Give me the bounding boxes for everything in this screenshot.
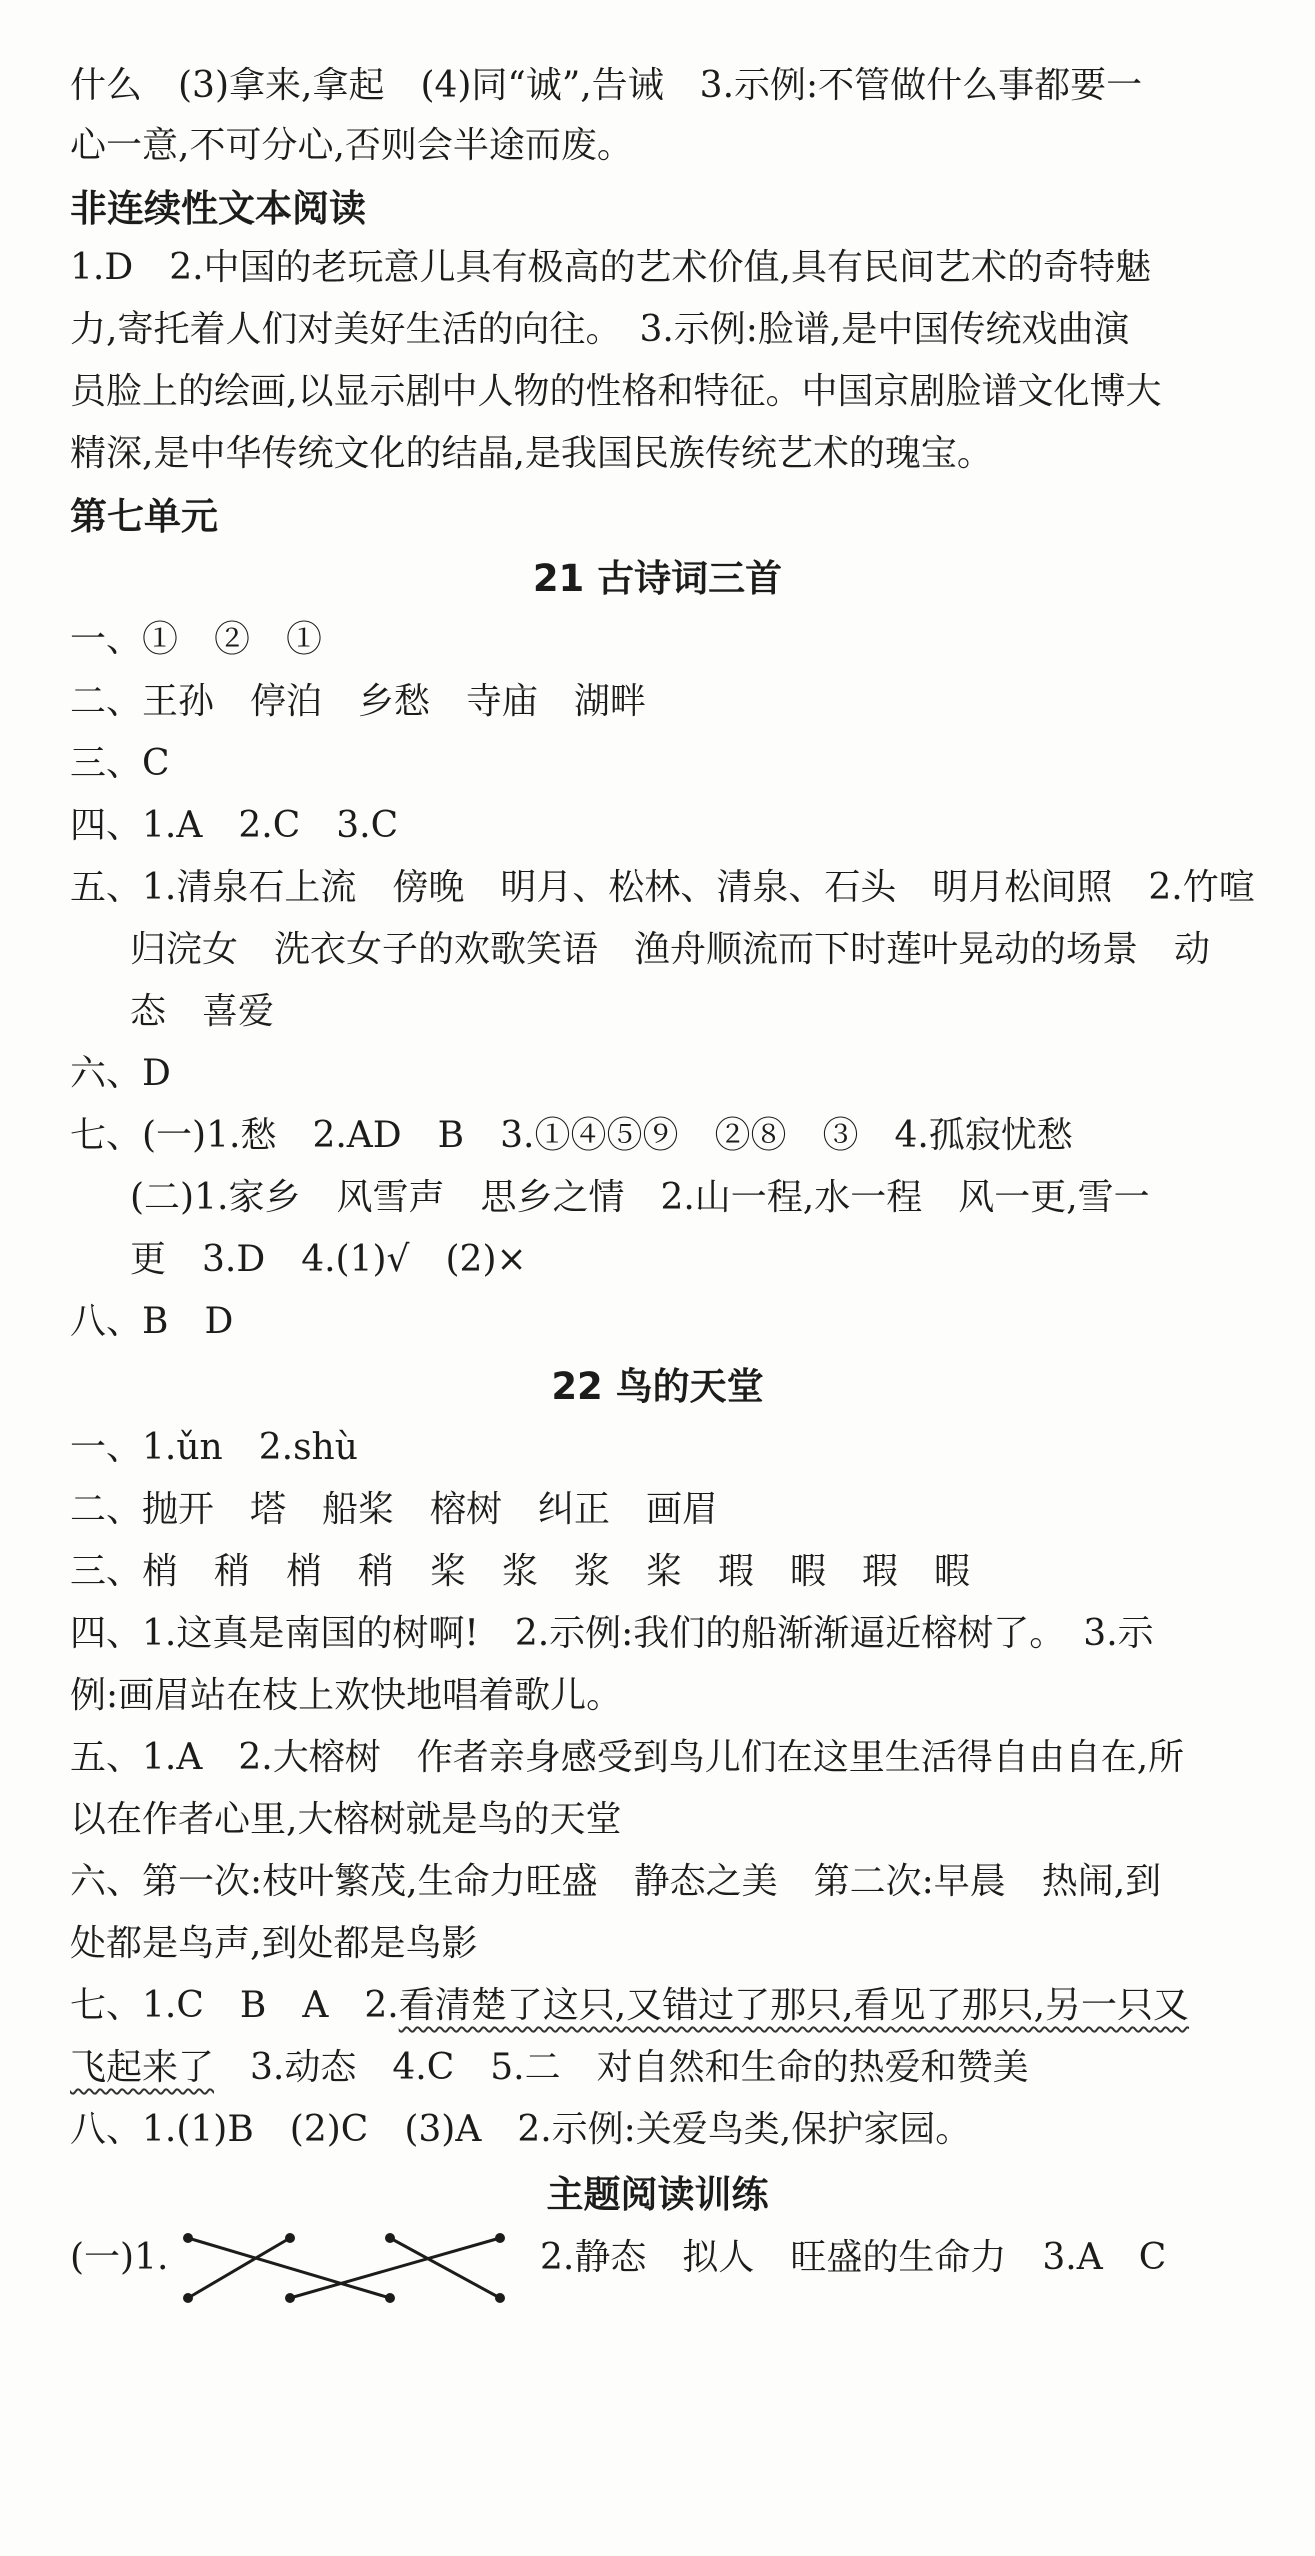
text-line: 四、1.A 2.C 3.C [70,805,399,846]
text-line: 二、抛开 塔 船桨 榕树 纠正 画眉 [70,1489,719,1530]
text-line: 归浣女 洗衣女子的欢歌笑语 渔舟顺流而下时莲叶晃动的场景 动 [130,929,1211,970]
text-line: 一、1.ǔn 2.shù [70,1427,358,1468]
text-line: 1.D 2.中国的老玩意儿具有极高的艺术价值,具有民间艺术的奇特魅 [70,247,1152,288]
text-line: 七、(一)1.愁 2.AD B 3.①④⑤⑨ ②⑧ ③ 4.孤寂忧愁 [70,1115,1073,1156]
text-line: 例:画眉站在枝上欢快地唱着歌儿。 [70,1675,623,1716]
unit-heading: 第七单元 [70,495,218,538]
text-line: 六、D [70,1053,171,1094]
text-line [70,1985,1190,2026]
text-line: 什么 (3)拿来,拿起 (4)同“诚”,告诫 3.示例:不管做什么事都要一 [70,65,1143,106]
match-dot [495,2293,505,2303]
match-dot [385,2233,395,2243]
text-line: 处都是鸟声,到处都是鸟影 [70,1923,478,1964]
text-line: 六、第一次:枝叶繁茂,生命力旺盛 静态之美 第二次:早晨 热闹,到 [70,1861,1162,1902]
match-dot [183,2293,193,2303]
text-line: 2.静态 拟人 旺盛的生命力 3.A C [540,2237,1167,2278]
match-dot [385,2293,395,2303]
text-line: 三、C [70,743,170,784]
text-line [70,2047,1029,2088]
match-line [188,2238,290,2298]
match-line [290,2238,500,2298]
text-line: 五、1.清泉石上流 傍晚 明月、松林、清泉、石头 明月松间照 2.竹喧 [70,867,1255,908]
match-line [390,2238,500,2298]
match-line [188,2238,390,2298]
text-line: 五、1.A 2.大榕树 作者亲身感受到鸟儿们在这里生活得自由自在,所 [70,1737,1185,1778]
match-dot [285,2233,295,2243]
answer-rest: 3.动态 4.C 5.二 对自然和生命的热爱和赞美 [214,2047,1029,2088]
wavy-underlined-answer: 看清楚了这只,又错过了那只,看见了那只,另一只又 [398,1985,1190,2026]
section-title: 主题阅读训练 [546,2173,769,2216]
text-line: 员脸上的绘画,以显示剧中人物的性格和特征。中国京剧脸谱文化博大 [70,371,1162,412]
text-line: 三、梢 稍 梢 稍 桨 浆 浆 桨 瑕 暇 瑕 暇 [70,1551,971,1592]
text-line: 更 3.D 4.(1)√ (2)× [130,1239,527,1280]
text-line: 二、王孙 停泊 乡愁 寺庙 湖畔 [70,681,647,722]
answer-prefix: 七、1.C B A 2. [70,1985,399,2026]
text-line: 八、B D [70,1301,234,1342]
text-line: 精深,是中华传统文化的结晶,是我国民族传统艺术的瑰宝。 [70,433,993,474]
text-line: (二)1.家乡 风雪声 思乡之情 2.山一程,水一程 风一更,雪一 [130,1177,1150,1218]
matching-lines-diagram [180,2228,520,2308]
match-dot [183,2233,193,2243]
answer-label: (一)1. [70,2237,169,2278]
match-dot [495,2233,505,2243]
text-line: 四、1.这真是南国的树啊! 2.示例:我们的船渐渐逼近榕树了。 3.示 [70,1613,1154,1654]
lesson-title: 21 古诗词三首 [532,557,783,600]
text-line: 力,寄托着人们对美好生活的向往。 3.示例:脸谱,是中国传统戏曲演 [70,309,1130,350]
wavy-underlined-answer: 飞起来了 [70,2047,215,2088]
text-line: 以在作者心里,大榕树就是鸟的天堂 [70,1799,622,1840]
lesson-title: 22 鸟的天堂 [551,1365,764,1408]
text-line: 态 喜爱 [130,991,275,1032]
section-heading: 非连续性文本阅读 [70,187,366,230]
text-line: 八、1.(1)B (2)C (3)A 2.示例:关爱鸟类,保护家园。 [70,2109,972,2150]
text-line: 心一意,不可分心,否则会半途而废。 [70,125,633,166]
match-dot [285,2293,295,2303]
text-line: 一、① ② ① [70,619,323,660]
